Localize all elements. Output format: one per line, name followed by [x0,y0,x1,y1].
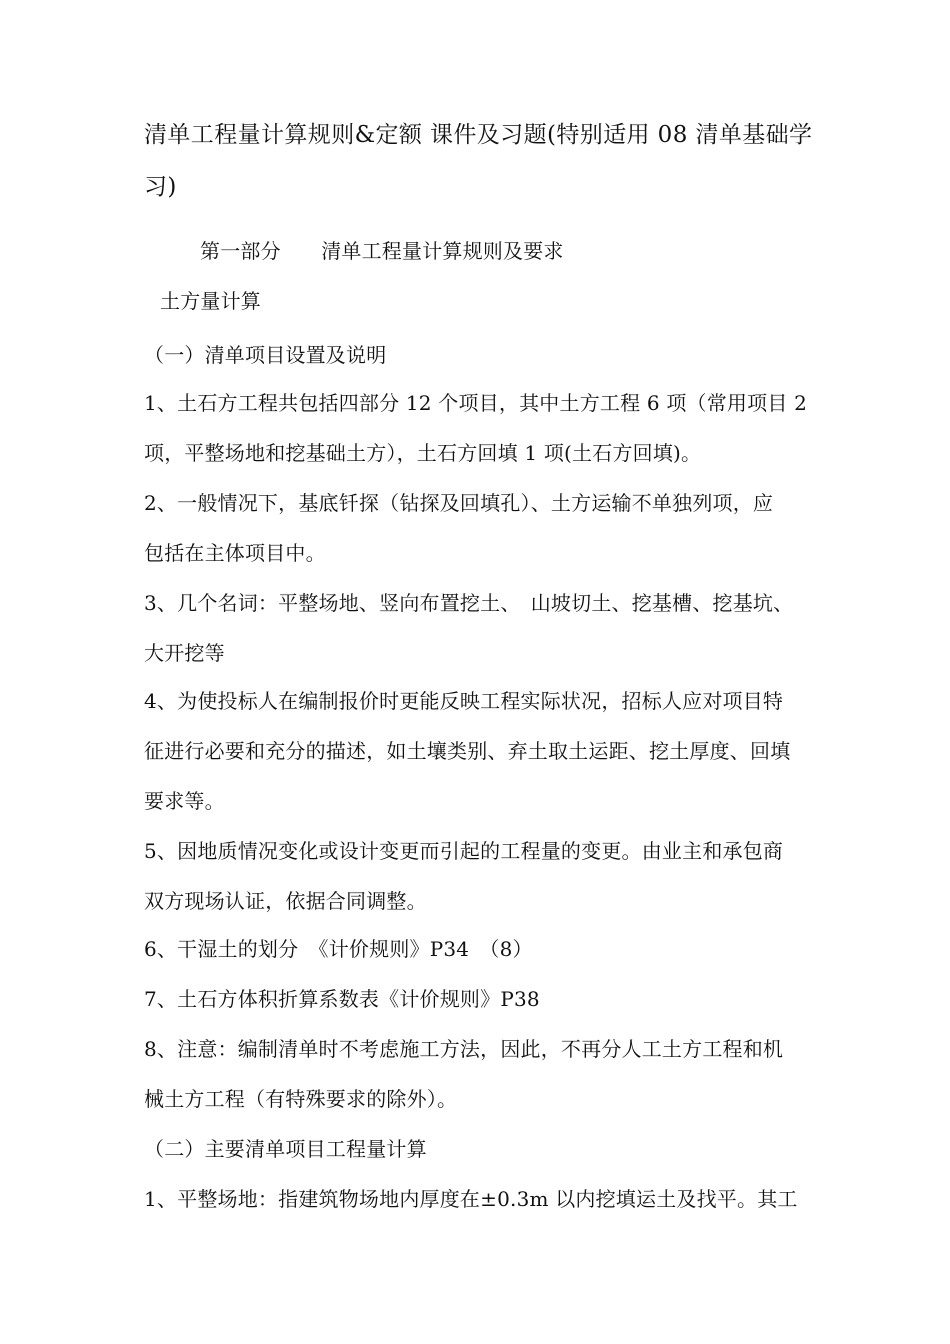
subsection-heading-1: （一）清单项目设置及说明 [144,343,387,367]
document-title-line-2: 习) [144,174,177,200]
paragraph-line: 大开挖等 [144,641,225,665]
paragraph-line: 项，平整场地和挖基础土方），土石方回填 1 项(土石方回填)。 [144,441,702,465]
document-title-line-1: 清单工程量计算规则&定额 课件及习题(特别适用 08 清单基础学 [144,122,813,148]
paragraph-line: 征进行必要和充分的描述，如土壤类别、弃土取土运距、挖土厚度、回填 [144,739,791,763]
paragraph-line: 4、为使投标人在编制报价时更能反映工程实际状况，招标人应对项目特 [144,689,784,713]
paragraph-line: 5、因地质情况变化或设计变更而引起的工程量的变更。由业主和承包商 [144,839,784,863]
paragraph-line: 7、土石方体积折算系数表《计价规则》P38 [144,987,540,1011]
paragraph-line: 1、平整场地：指建筑物场地内厚度在±0.3m 以内挖填运土及找平。其工 [144,1187,798,1211]
paragraph-line: 6、干湿土的划分 《计价规则》P34 （8） [144,937,533,961]
paragraph-line: 双方现场认证，依据合同调整。 [144,889,427,913]
paragraph-line: 包括在主体项目中。 [144,541,326,565]
paragraph-line: 1、土石方工程共包括四部分 12 个项目，其中土方工程 6 项（常用项目 2 [144,391,808,415]
paragraph-line: 械土方工程（有特殊要求的除外）。 [144,1087,458,1111]
paragraph-line: 8、注意：编制清单时不考虑施工方法，因此，不再分人工土方工程和机 [144,1037,784,1061]
paragraph-line: 要求等。 [144,789,225,813]
topic-heading: 土方量计算 [160,289,261,313]
paragraph-line: 2、一般情况下，基底钎探（钻探及回填孔）、土方运输不单独列项，应 [144,491,774,515]
paragraph-line: 3、几个名词：平整场地、竖向布置挖土、 山坡切土、挖基槽、挖基坑、 [144,591,794,615]
subsection-heading-2: （二）主要清单项目工程量计算 [144,1137,427,1161]
section-heading: 第一部分 清单工程量计算规则及要求 [200,239,564,263]
